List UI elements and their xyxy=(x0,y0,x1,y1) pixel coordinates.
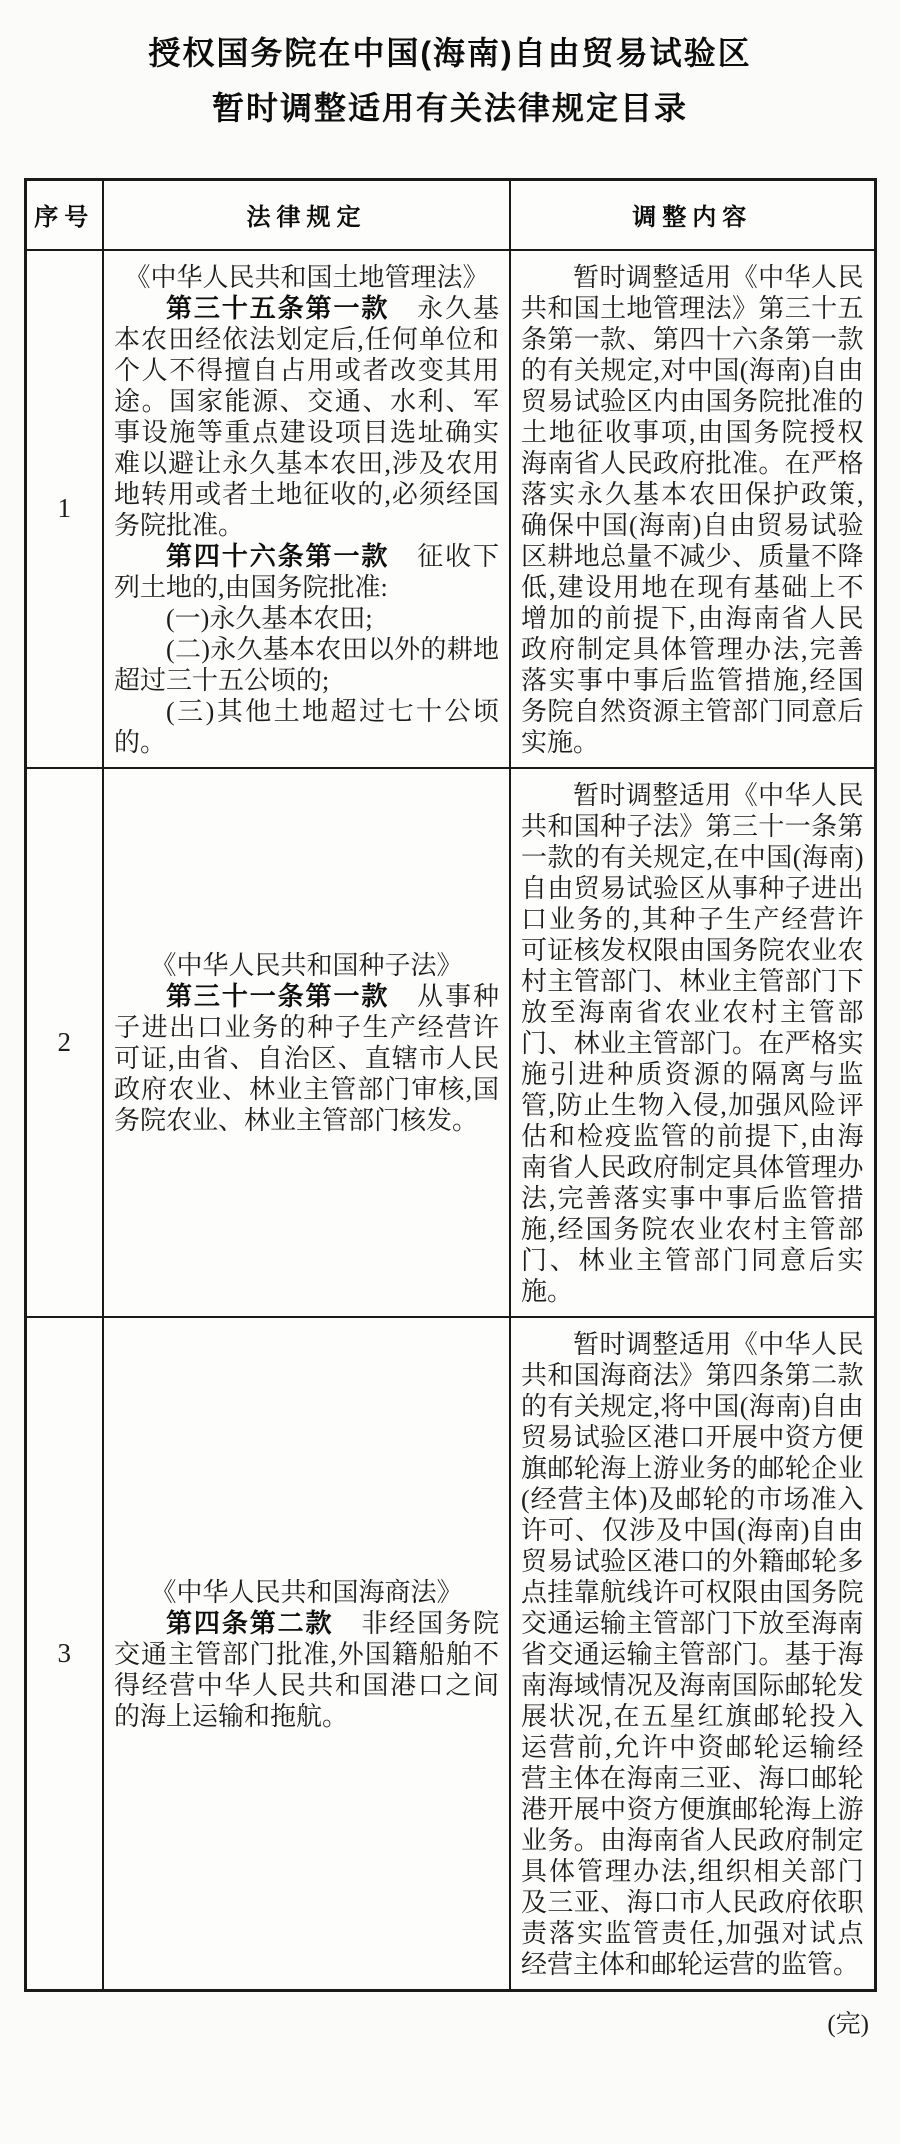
law-paragraph xyxy=(114,541,499,603)
clause-text: 非经国务院交通主管部门批准,外国籍船舶不得经营中华人民共和国港口之间的海上运输和拖航。 xyxy=(114,1608,499,1731)
title-line-2: 暂时调整适用有关法律规定目录 xyxy=(211,90,688,126)
row-1-number: 1 xyxy=(25,250,103,768)
adjustment-paragraph: 暂时调整适用《中华人民共和国种子法》第三十一条第一款的有关规定,在中国(海南)自由贸易试验区从事种子进出口业务的,其种子生产经营许可证核发权限由国务院农业农村主管部门、林业主管部门下放至海南省农业农村主管部门、林业主管部门。在严格实施引进种质资源的隔离与监管,防止生物入侵,加强风险评估和检疫监管的前提下,由海南省人民政府制定具体管理办法,完善落实事中事后监管措施,经国务院农业农村主管部门、林业主管部门同意后实施。 xyxy=(521,780,864,1306)
header-adjustment-content: 调整内容 xyxy=(510,180,875,250)
law-title: 《中华人民共和国种子法》 xyxy=(150,951,463,980)
header-serial-number: 序号 xyxy=(25,180,103,250)
table-row-1 xyxy=(25,250,875,768)
table-row-2 xyxy=(25,768,875,1317)
law-paragraph xyxy=(114,293,499,541)
law-title: 《中华人民共和国土地管理法》 xyxy=(124,262,489,292)
law-paragraph xyxy=(114,981,499,1136)
law-list-item: (二)永久基本农田以外的耕地超过三十五公顷的; xyxy=(114,634,499,695)
row-3-legal-provision-cell xyxy=(103,1317,510,1991)
end-mark: (完) xyxy=(827,2010,869,2038)
row-3-adjustment-cell xyxy=(510,1317,875,1991)
row-2-adjustment-cell xyxy=(510,768,875,1317)
clause-text: 永久基本农田经依法划定后,任何单位和个人不得擅自占用或者改变其用途。国家能源、交通、水利、军事设施等重点建设项目选址确实难以避让永久基本农田,涉及农用地转用或者土地征收的,必须经国务院批准。 xyxy=(114,293,499,540)
adjustment-paragraph: 暂时调整适用《中华人民共和国土地管理法》第三十五条第一款、第四十六条第一款的有关规定,对中国(海南)自由贸易试验区内由国务院批准的土地征收事项,由国务院授权海南省人民政府批准。在严格落实永久基本农田保护政策,确保中国(海南)自由贸易试验区耕地总量不减少、质量不降低,建设用地在现有基础上不增加的前提下,由海南省人民政府制定具体管理办法,完善落实事中事后监管措施,经国务院自然资源主管部门同意后实施。 xyxy=(521,262,864,757)
law-title: 《中华人民共和国海商法》 xyxy=(150,1577,463,1607)
law-list-item: (一)永久基本农田; xyxy=(166,603,373,633)
table-header-row xyxy=(25,180,875,250)
law-list-item: (三)其他土地超过七十公顷的。 xyxy=(114,696,499,757)
clause-text: 征收下列土地的,由国务院批准: xyxy=(114,541,499,602)
row-1-legal-provision-cell xyxy=(103,250,510,768)
adjustment-paragraph: 暂时调整适用《中华人民共和国海商法》第四条第二款的有关规定,将中国(海南)自由贸易试验区港口开展中资方便旗邮轮海上游业务的邮轮企业(经营主体)及邮轮的市场准入许可、仅涉及中国(海南)自由贸易试验区港口的外籍邮轮多点挂靠航线许可权限由国务院交通运输主管部门下放至海南省交通运输主管部门。基于海南海域情况及海南国际邮轮发展状况,在五星红旗邮轮投入运营前,允许中资邮轮运输经营主体在海南三亚、海口邮轮港开展中资方便旗邮轮海上游业务。由海南省人民政府制定具体管理办法,组织相关部门及三亚、海口市人民政府依职责落实监管责任,加强对试点经营主体和邮轮运营的监管。 xyxy=(521,1329,864,1979)
row-2-legal-provision-cell xyxy=(103,768,510,1317)
row-2-number: 2 xyxy=(25,768,103,1317)
row-1-adjustment-cell xyxy=(510,250,875,768)
document-title xyxy=(0,26,900,136)
table-row-3 xyxy=(25,1317,875,1991)
title-line-1: 授权国务院在中国(海南)自由贸易试验区 xyxy=(148,35,752,71)
clause-ref: 第三十一条第一款 xyxy=(166,981,390,1011)
header-legal-provision: 法律规定 xyxy=(103,180,510,250)
law-paragraph xyxy=(114,1608,499,1732)
row-3-number: 3 xyxy=(25,1317,103,1991)
clause-text: 从事种子进出口业务的种子生产经营许可证,由省、自治区、直辖市人民政府农业、林业主管部门审核,国务院农业、林业主管部门核发。 xyxy=(114,982,499,1135)
clause-ref: 第三十五条第一款 xyxy=(166,292,390,323)
clause-ref: 第四十六条第一款 xyxy=(166,540,390,571)
clause-ref: 第四条第二款 xyxy=(166,1607,334,1638)
law-adjustment-table xyxy=(24,178,877,1992)
